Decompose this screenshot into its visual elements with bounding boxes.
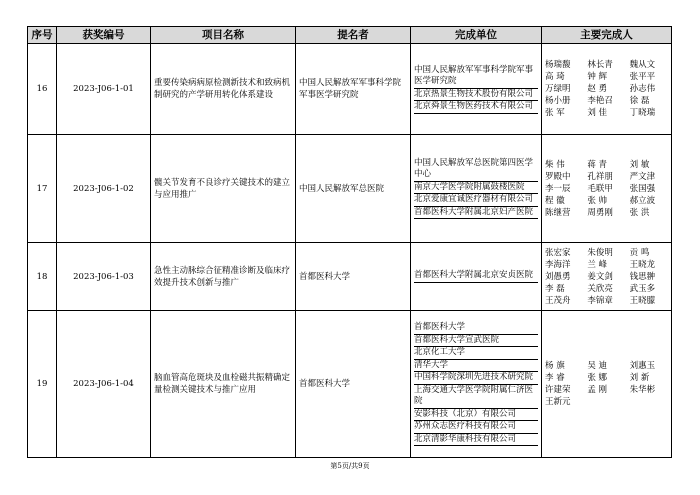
person-name: 张 帅: [587, 195, 608, 206]
person-name: 孔祥朋: [587, 171, 613, 182]
award-code: 2023-J06-1-04: [57, 311, 151, 458]
person-name: 钱思翀: [629, 271, 656, 282]
person-name: 魏从文: [629, 60, 656, 70]
header-units: 完成单位: [411, 27, 542, 44]
person-name: 吴 迪: [587, 361, 608, 371]
main-contributors: [542, 44, 672, 135]
header-nominator: 提名者: [296, 27, 411, 44]
person-name: 罗殿中: [545, 171, 571, 182]
table-header-row: [28, 27, 672, 44]
person-name: 刘愚勇: [545, 271, 571, 282]
person-name: 高 琦: [545, 72, 565, 82]
awards-table: [27, 26, 672, 458]
unit-item: 北京爱康宜诚医疗器材有限公司: [414, 194, 538, 207]
unit-item: 首都医科大学宣武医院: [414, 335, 538, 348]
unit-item: 南京大学医学院附属鼓楼医院: [414, 182, 538, 195]
person-name: 陈继营: [545, 207, 571, 218]
person-name: 武玉多: [629, 283, 656, 294]
table-row: [28, 135, 672, 243]
person-name: 李海洋: [545, 259, 571, 270]
person-name: 郝立波: [629, 195, 656, 206]
person-name: 杨 旗: [545, 361, 565, 371]
person-name: 张平平: [629, 72, 656, 82]
header-code: 获奖编号: [57, 27, 151, 44]
person-name: 李锦章: [587, 295, 613, 306]
person-name: 关欣亮: [587, 283, 613, 294]
person-name: 李艳召: [587, 96, 613, 106]
unit-item: 上海交通大学医学院附属仁济医院: [414, 385, 538, 409]
person-name: 刘 敏: [629, 159, 650, 170]
person-name: 张 娜: [587, 373, 608, 383]
unit-item: 清华大学: [414, 360, 538, 373]
row-number: 19: [28, 311, 57, 458]
unit-item: 中国人民解放军军事科学院军事医学研究院: [414, 65, 538, 89]
nominator: 首都医科大学: [296, 243, 411, 311]
header-name: 项目名称: [151, 27, 296, 44]
nominator: 首都医科大学: [296, 311, 411, 458]
person-name: 杨小册: [545, 96, 571, 106]
unit-item: 苏州众志医疗科技有限公司: [414, 421, 538, 434]
person-name: 孟 刚: [587, 385, 608, 395]
page-footer: 第5页/共9页: [330, 462, 370, 470]
award-code: 2023-J06-1-02: [57, 135, 151, 243]
completing-units: [411, 243, 542, 311]
unit-item: 北京清影华康科技有限公司: [414, 434, 538, 447]
person-name: 刘 佳: [587, 108, 608, 118]
person-name: 张 军: [545, 108, 565, 118]
table-row: [28, 243, 672, 311]
person-name: 王晓朦: [629, 295, 656, 306]
table-row: [28, 311, 672, 458]
unit-item: 首都医科大学: [414, 322, 538, 335]
person-name: 林长青: [587, 60, 613, 70]
nominator: 中国人民解放军总医院: [296, 135, 411, 243]
completing-units: [411, 311, 542, 458]
person-name: 程 徽: [545, 195, 565, 206]
unit-item: 安影科技（北京）有限公司: [414, 409, 538, 422]
person-name: 许建荣: [545, 385, 571, 395]
main-contributors: [542, 311, 672, 458]
person-name: 兰 峰: [587, 259, 608, 270]
person-name: 王新元: [545, 397, 571, 407]
person-name: 张 洪: [629, 207, 650, 218]
main-contributors: [542, 243, 672, 311]
person-name: 张宏家: [545, 247, 571, 258]
person-name: 朱华彬: [629, 385, 656, 395]
person-name: 严文津: [629, 171, 656, 182]
completing-units: [411, 135, 542, 243]
person-name: 李 睿: [545, 373, 565, 383]
person-name: 毛联甲: [587, 183, 613, 194]
project-name: 脑血管高危斑块及血栓磁共振精确定量检测关键技术与推广应用: [151, 311, 296, 458]
person-name: 李一辰: [545, 183, 571, 194]
unit-item: 北京舜景生物医药技术有限公司: [414, 101, 538, 114]
person-name: 钟 辉: [587, 72, 608, 82]
nominator: 中国人民解放军军事科学院军事医学研究院: [296, 44, 411, 135]
unit-item: 首都医科大学附属北京妇产医院: [414, 207, 538, 220]
person-name: 杨瑞馥: [545, 60, 571, 70]
project-name: 重要传染病病原检测新技术和致病机制研究的产学研用转化体系建设: [151, 44, 296, 135]
unit-item: 北京热景生物技术股份有限公司: [414, 89, 538, 102]
person-name: 柴 伟: [545, 159, 565, 170]
header-no: 序号: [28, 27, 57, 44]
person-name: 蒋 青: [587, 159, 608, 170]
project-name: 急性主动脉综合征精准诊断及临床疗效提升技术创新与推广: [151, 243, 296, 311]
row-number: 18: [28, 243, 57, 311]
person-name: 徐 磊: [629, 96, 650, 106]
unit-item: 北京化工大学: [414, 347, 538, 360]
person-name: 王茂舟: [545, 295, 571, 306]
person-name: 姜文剑: [587, 271, 613, 282]
main-contributors: [542, 135, 672, 243]
unit-item: 首都医科大学附属北京安贞医院: [414, 270, 538, 283]
person-name: 刘惠玉: [629, 361, 656, 371]
person-name: 周勇刚: [587, 207, 613, 218]
person-name: 贡 鸣: [629, 247, 650, 258]
project-name: 髋关节发育不良诊疗关键技术的建立与应用推广: [151, 135, 296, 243]
header-people: 主要完成人: [542, 27, 672, 44]
person-name: 朱俊明: [587, 247, 613, 258]
unit-item: 中国科学院深圳先进技术研究院: [414, 372, 538, 385]
table-row: [28, 44, 672, 135]
row-number: 17: [28, 135, 57, 243]
person-name: 赵 勇: [587, 84, 608, 94]
person-name: 李 磊: [545, 283, 565, 294]
person-name: 丁晓瑞: [629, 108, 656, 118]
award-code: 2023-J06-1-01: [57, 44, 151, 135]
person-name: 张国强: [629, 183, 656, 194]
person-name: 王晓龙: [629, 259, 656, 270]
row-number: 16: [28, 44, 57, 135]
person-name: 刘 新: [629, 373, 650, 383]
unit-item: 中国人民解放军总医院第四医学中心: [414, 158, 538, 182]
person-name: 孙志伟: [629, 84, 656, 94]
award-code: 2023-J06-1-03: [57, 243, 151, 311]
person-name: 万绿明: [545, 84, 571, 94]
completing-units: [411, 44, 542, 135]
